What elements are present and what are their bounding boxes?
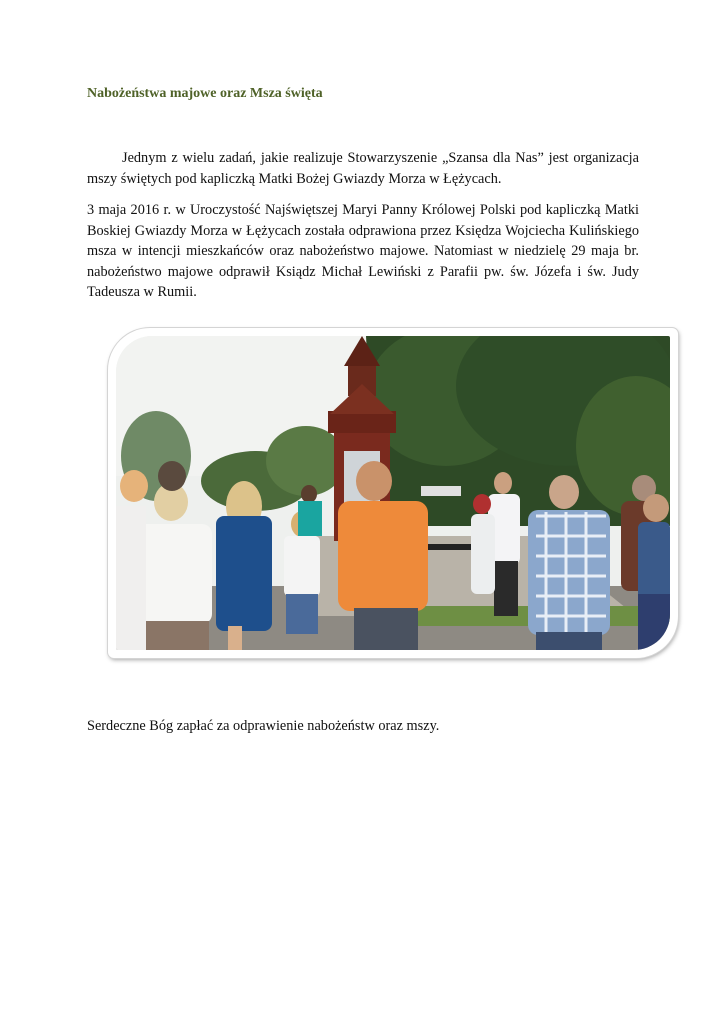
event-photo [108,328,678,658]
closing-paragraph: Serdeczne Bóg zapłać za odprawienie nabożeństw oraz mszy. [87,718,440,734]
event-paragraph: 3 maja 2016 r. w Uroczystość Najświętszej Maryi Panny Królowej Polski pod kapliczką Matki Boskiej Gwiazdy Morza w Łężycach została odprawiona przez Księdza Wojciecha Kulińskiego msza w intencji mieszkańców oraz nabożeństwo majowe. Natomiast w niedzielę 29 maja br. nabożeństwo majowe odprawił Ksiądz Michał Lewiński z Parafii pw. św. Józefa i św. Judy Tadeusza w Rumii. [87,202,639,300]
page-title: Nabożeństwa majowe oraz Msza święta [87,86,323,101]
intro-paragraph: Jednym z wielu zadań, jakie realizuje Stowarzyszenie „Szansa dla Nas” jest organizacja mszy świętych pod kapliczką Matki Bożej Gwiazdy Morza w Łężycach. [87,150,639,187]
chapel-gathering-photo [116,336,670,650]
